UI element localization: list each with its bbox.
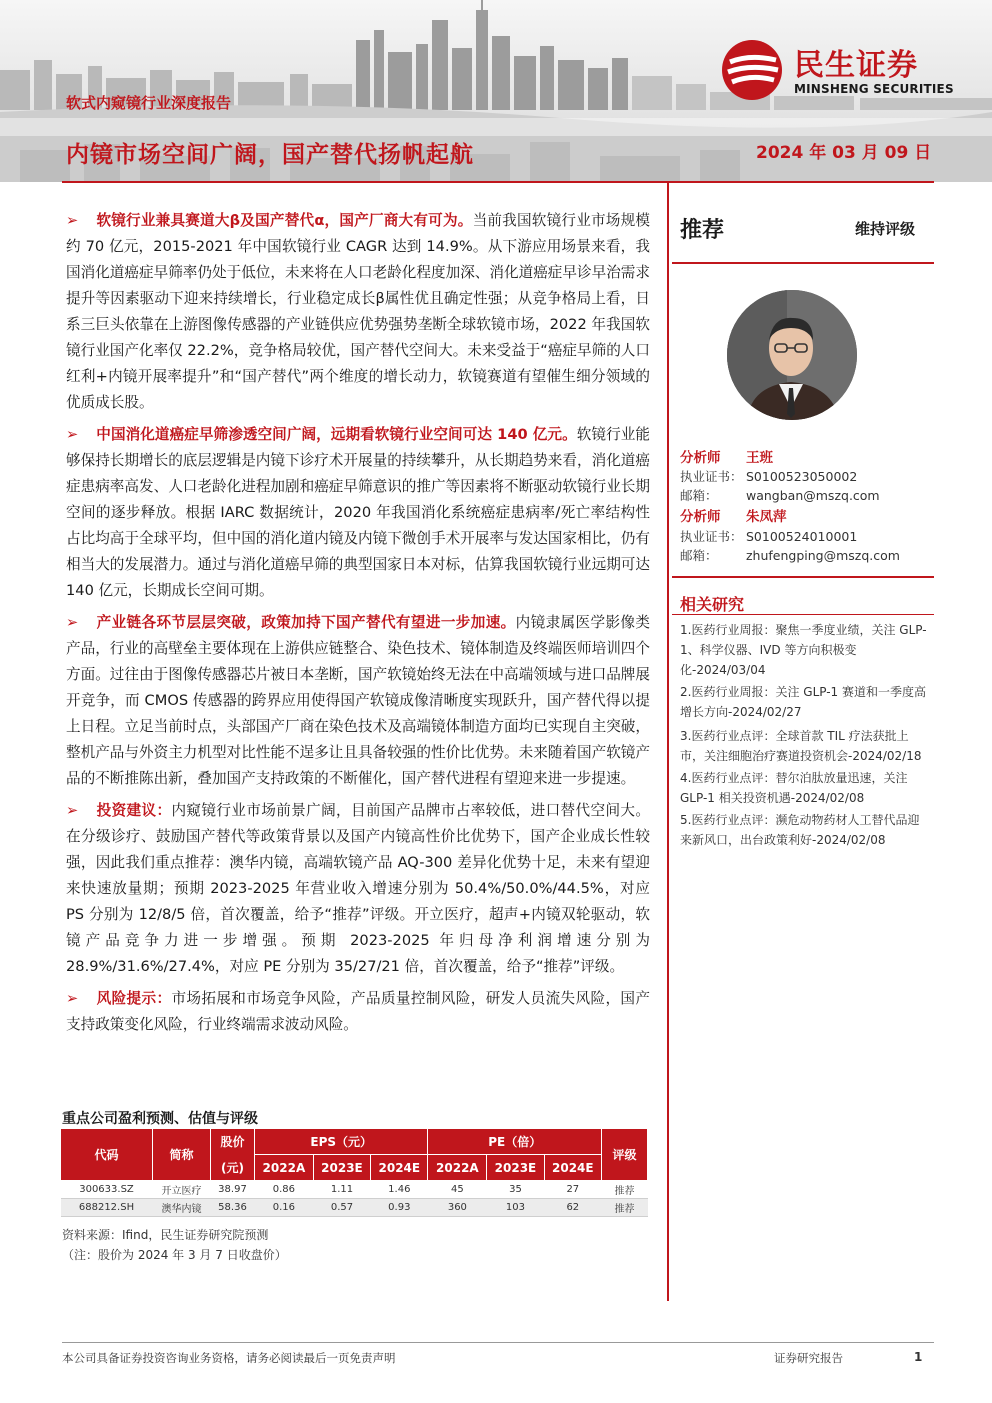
- related-research-title: 相关研究: [680, 595, 745, 614]
- cell-rating: 推荐: [602, 1199, 648, 1217]
- bullet-body: 内镜隶属医学影像类产品，行业的高壁垒主要体现在上游供应链整合、染色技术、镜体制造及终端医师培训四个方面。过往由于图像传感器芯片被日本垄断，国产软镜始终无法在中高端领域与进口品牌展开竞争，而 CMOS 传感器的跨界应用使得国产软镜成像清晰度实现跃升，国产替代得以提上日程。立足当前时点，头部国产厂商在染色技术及高端镜体制造方面均已实现自主突破，整机产品与外资主力机型对比性能不逞多让且具备较强的性价比优势。未来随着国产软镜产品的不断推陈出新，叠加国产支持政策的不断催化，国产替代进程有望迎来进一步提速。: [66, 614, 650, 787]
- bullet-body: 内窥镜行业市场前景广阔，目前国产品牌市占率较低，进口替代空间大。在分级诊疗、鼓励国产替代等政策背景以及国产内镜高性价比优势下，国产企业成长性较强，因此我们重点推荐：澳华内镜，高端软镜产品 AQ-300 差异化优势十足，未来有望迎来快速放量期；预期 2023-2025 年营业收入增速分别为 50.4%/50.0%/44.5%，对应 PS 分别为 12/8/5 倍，首次覆盖，给予“推荐”评级。开立医疗，超声+内镜双轮驱动，软镜产品竞争力进一步增强。预期 2023-2025 年归母净利润增速分别为 28.9%/31.6%/27.4%，对应 PE 分别为 35/27/21 倍，首次覆盖，给予“推荐”评级。: [66, 802, 650, 975]
- footer-doc-type: 证券研究报告: [774, 1351, 843, 1365]
- analyst-photo: [727, 290, 857, 420]
- summary-column: [66, 208, 650, 1044]
- cert-number: S0100524010001: [746, 529, 858, 544]
- header-price: 股价: [211, 1129, 255, 1155]
- bullet-arrow-icon: ➢: [66, 212, 79, 229]
- bullet-headline: 中国消化道癌症早筛渗透空间广阔，远期看软镜行业空间可达 140 亿元。: [96, 426, 577, 443]
- analyst-1-row: [680, 446, 773, 466]
- analyst-name: 朱凤萍: [746, 509, 787, 525]
- table-row: [61, 1181, 648, 1199]
- analyst-role: 分析师: [680, 509, 721, 525]
- cell-pe-2022a: 45: [428, 1181, 487, 1199]
- minsheng-logo: [720, 38, 970, 102]
- table-note: （注：股价为 2024 年 3 月 7 日收盘价）: [62, 1248, 287, 1262]
- forecast-table-title: 重点公司盈利预测、估值与评级: [62, 1111, 258, 1127]
- footer-divider: [62, 1342, 934, 1343]
- sidebar-divider: [672, 614, 934, 615]
- bullet-headline: 软镜行业兼具赛道大β及国产替代α，国产厂商大有可为。: [96, 212, 473, 229]
- cell-code: 688212.SH: [61, 1199, 153, 1217]
- header-banner: [0, 0, 992, 182]
- email-label: 邮箱：: [680, 488, 718, 503]
- header-divider: [62, 181, 934, 183]
- cell-eps-2023e: 0.57: [313, 1199, 370, 1217]
- analyst-2-email: [680, 546, 900, 564]
- header-code: 代码: [61, 1129, 153, 1181]
- header-pe-2022a: 2022A: [428, 1155, 487, 1181]
- bullet-arrow-icon: ➢: [66, 990, 79, 1007]
- header-eps-2024e: 2024E: [371, 1155, 428, 1181]
- analyst-1-email: [680, 486, 880, 504]
- cell-pe-2023e: 103: [487, 1199, 544, 1217]
- bullet-body: 软镜行业能够保持长期增长的底层逻辑是内镜下诊疗术开展量的持续攀升，从长期趋势来看，消化道癌症患病率高发、人口老龄化进程加剧和癌症早筛意识的推广等因素将不断驱动软镜行业长期空间的逐步释放。根据 IARC 数据统计，2020 年我国消化系统癌症患病率/死亡率结构性占比均高于全球平均，但中国的消化道内镜及内镜下微创手术开展率与发达国家相比，仍有相当大的发展潜力。通过与消化道癌早筛的典型国家日本对标，估算我国软镜行业远期可达 140 亿元，长期成长空间可期。: [66, 426, 650, 599]
- logo-emblem-icon: [720, 38, 786, 102]
- bullet-arrow-icon: ➢: [66, 802, 79, 819]
- table-row: [61, 1199, 648, 1217]
- analyst-1-cert: [680, 467, 857, 485]
- related-research-item[interactable]: 3.医药行业点评：全球首款 TIL 疗法获批上市，关注细胞治疗赛道投资机会-2024/02/18: [680, 729, 922, 763]
- series-title: 软式内窥镜行业深度报告: [66, 94, 232, 112]
- column-divider: [667, 181, 669, 1301]
- forecast-table: [60, 1128, 648, 1217]
- cell-eps-2024e: 0.93: [371, 1199, 428, 1217]
- email-address[interactable]: wangban@mszq.com: [746, 488, 880, 503]
- cell-eps-2024e: 1.46: [371, 1181, 428, 1199]
- report-title: 内镜市场空间广阔，国产替代扬帆起航: [66, 142, 474, 168]
- page-number: 1: [914, 1350, 923, 1364]
- summary-bullet: [66, 208, 650, 416]
- summary-bullet: [66, 422, 650, 604]
- cell-rating: 推荐: [602, 1181, 648, 1199]
- header-rating: 评级: [602, 1129, 648, 1181]
- bullet-body: 市场拓展和市场竞争风险，产品质量控制风险，研发人员流失风险，国产支持政策变化风险，行业终端需求波动风险。: [66, 990, 650, 1033]
- related-research-item[interactable]: 4.医药行业点评：替尔泊肽放量迅速，关注 GLP-1 相关投资机遇-2024/02/08: [680, 771, 908, 805]
- related-research-item[interactable]: 1.医药行业周报：聚焦一季度业绩，关注 GLP-1、科学仪器、IVD 等方向积极变化-2024/03/04: [680, 623, 927, 677]
- related-research-item[interactable]: 2.医药行业周报：关注 GLP-1 赛道和一季度高增长方向-2024/02/27: [680, 685, 927, 719]
- bullet-body: 当前我国软镜行业市场规模约 70 亿元，2015-2021 年中国软镜行业 CAGR 达到 14.9%。从下游应用场景来看，我国消化道癌症早筛率仍处于低位，未来将在人口老龄化程度加深、消化道癌症早诊早治需求提升等因素驱动下迎来持续增长，行业稳定成长β属性优且确定性强；从竞争格局上看，日系三巨头依靠在上游图像传感器的产业链供应优势强势垄断全球软镜市场，2022 年我国软镜行业国产化率仅 22.2%，竞争格局较优，国产替代空间大。未来受益于“癌症早筛的人口红利+内镜开展率提升”和“国产替代”两个维度的增长动力，软镜赛道有望催生细分领域的优质成长股。: [66, 212, 650, 411]
- cell-price: 58.36: [211, 1199, 255, 1217]
- cell-eps-2023e: 1.11: [313, 1181, 370, 1199]
- header-pe-2024e: 2024E: [544, 1155, 601, 1181]
- footer-disclaimer: 本公司具备证券投资咨询业务资格，请务必阅读最后一页免责声明: [62, 1351, 396, 1365]
- cell-pe-2024e: 62: [544, 1199, 601, 1217]
- related-research-item[interactable]: 5.医药行业点评：濒危动物药材人工替代品迎来新风口，出台政策利好-2024/02/08: [680, 813, 920, 847]
- sidebar-divider: [672, 576, 934, 578]
- analyst-2-row: [680, 505, 787, 525]
- header-name: 简称: [153, 1129, 211, 1181]
- rating-label: 推荐: [680, 218, 725, 243]
- analyst-role: 分析师: [680, 450, 721, 466]
- cell-eps-2022a: 0.86: [255, 1181, 314, 1199]
- analyst-portrait-icon: [727, 290, 857, 420]
- cell-name: 开立医疗: [153, 1181, 211, 1199]
- cert-label: 执业证书：: [680, 529, 743, 544]
- logo-text-en: MINSHENG SECURITIES: [794, 82, 954, 96]
- header-price-unit: (元): [211, 1155, 255, 1181]
- cell-pe-2023e: 35: [487, 1181, 544, 1199]
- logo-text-cn: 民生证券: [794, 48, 918, 83]
- bullet-headline: 投资建议：: [96, 802, 172, 819]
- header-eps: EPS（元）: [255, 1129, 428, 1155]
- header-eps-2023e: 2023E: [313, 1155, 370, 1181]
- analyst-2-cert: [680, 527, 857, 545]
- header-pe: PE（倍）: [428, 1129, 602, 1155]
- cell-name: 澳华内镜: [153, 1199, 211, 1217]
- summary-bullet: [66, 986, 650, 1038]
- email-label: 邮箱：: [680, 548, 718, 563]
- bullet-headline: 风险提示：: [96, 990, 172, 1007]
- cert-number: S0100523050002: [746, 469, 858, 484]
- email-address[interactable]: zhufengping@mszq.com: [746, 548, 900, 563]
- cell-price: 38.97: [211, 1181, 255, 1199]
- cell-eps-2022a: 0.16: [255, 1199, 314, 1217]
- bullet-arrow-icon: ➢: [66, 614, 79, 631]
- cell-pe-2022a: 360: [428, 1199, 487, 1217]
- report-date: 2024 年 03 月 09 日: [756, 143, 932, 163]
- sidebar-divider: [672, 262, 934, 264]
- summary-bullet: [66, 798, 650, 980]
- cert-label: 执业证书：: [680, 469, 743, 484]
- table-source: 资料来源：Ifind，民生证券研究院预测: [62, 1228, 269, 1242]
- bullet-arrow-icon: ➢: [66, 426, 79, 443]
- analyst-name: 王班: [746, 450, 773, 466]
- cell-code: 300633.SZ: [61, 1181, 153, 1199]
- header-eps-2022a: 2022A: [255, 1155, 314, 1181]
- cell-pe-2024e: 27: [544, 1181, 601, 1199]
- rating-status: 维持评级: [855, 220, 916, 238]
- header-pe-2023e: 2023E: [487, 1155, 544, 1181]
- bullet-headline: 产业链各环节层层突破，政策加持下国产替代有望进一步加速。: [96, 614, 516, 631]
- summary-bullet: [66, 610, 650, 792]
